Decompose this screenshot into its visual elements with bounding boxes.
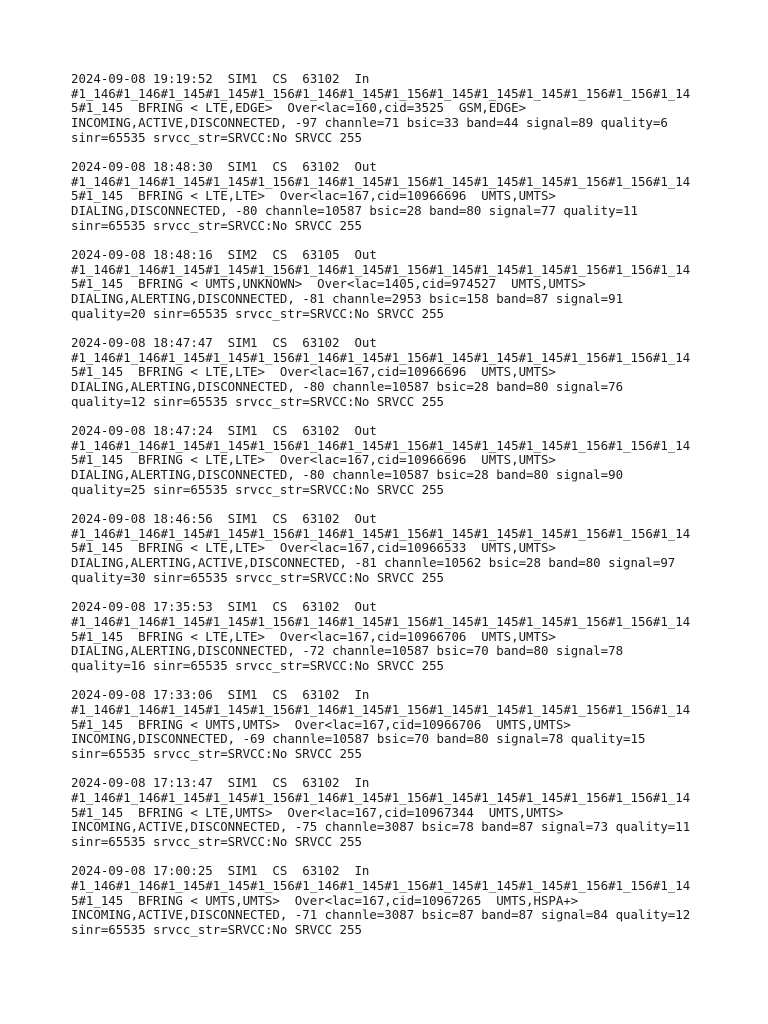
entry-network-line: 5#1_145 BFRING < LTE,LTE> Over<lac=167,cid=10966696 UMTS,UMTS>	[71, 364, 556, 380]
entry-srvcc-line: quality=30 sinr=65535 srvcc_str=SRVCC:No SRVCC 255	[71, 569, 444, 585]
entry-header-line: 2024-09-08 17:00:25 SIM1 CS 63102 In	[71, 863, 370, 879]
entry-header-line: 2024-09-08 18:47:47 SIM1 CS 63102 Out	[71, 335, 377, 351]
call-log-entry	[71, 864, 761, 938]
entry-network-line: 5#1_145 BFRING < LTE,LTE> Over<lac=167,cid=10966696 UMTS,UMTS>	[71, 188, 556, 204]
entry-code-line: #1_146#1_146#1_145#1_145#1_156#1_146#1_145#1_156#1_145#1_145#1_145#1_156#1_156#1_14	[71, 525, 691, 541]
entry-header-line: 2024-09-08 18:46:56 SIM1 CS 63102 Out	[71, 511, 377, 527]
entry-code-line: #1_146#1_146#1_145#1_145#1_156#1_146#1_145#1_156#1_145#1_145#1_145#1_156#1_156#1_14	[71, 261, 691, 277]
entry-srvcc-line: sinr=65535 srvcc_str=SRVCC:No SRVCC 255	[71, 217, 362, 233]
call-log-entry	[71, 512, 761, 586]
entry-code-line: #1_146#1_146#1_145#1_145#1_156#1_146#1_145#1_156#1_145#1_145#1_145#1_156#1_156#1_14	[71, 349, 691, 365]
entry-network-line: 5#1_145 BFRING < UMTS,UMTS> Over<lac=167,cid=10966706 UMTS,UMTS>	[71, 716, 571, 732]
call-log-entry	[71, 424, 761, 498]
entry-header-line: 2024-09-08 17:35:53 SIM1 CS 63102 Out	[71, 599, 377, 615]
entry-code-line: #1_146#1_146#1_145#1_145#1_156#1_146#1_145#1_156#1_145#1_145#1_145#1_156#1_156#1_14	[71, 613, 691, 629]
entry-header-line: 2024-09-08 19:19:52 SIM1 CS 63102 In	[71, 71, 370, 86]
entry-header-line: 2024-09-08 17:33:06 SIM1 CS 63102 In	[71, 687, 370, 703]
entry-network-line: 5#1_145 BFRING < LTE,LTE> Over<lac=167,cid=10966696 UMTS,UMTS>	[71, 452, 556, 468]
call-log-entry	[71, 776, 761, 850]
entry-code-line: #1_146#1_146#1_145#1_145#1_156#1_146#1_145#1_156#1_145#1_145#1_145#1_156#1_156#1_14	[71, 877, 691, 893]
entry-network-line: 5#1_145 BFRING < LTE,EDGE> Over<lac=160,cid=3525 GSM,EDGE>	[71, 100, 527, 116]
entry-code-line: #1_146#1_146#1_145#1_145#1_156#1_146#1_145#1_156#1_145#1_145#1_145#1_156#1_156#1_14	[71, 173, 691, 189]
entry-status-line: INCOMING,DISCONNECTED, -69 channle=10587 bsic=70 band=80 signal=78 quality=15	[71, 731, 646, 747]
entry-srvcc-line: quality=12 sinr=65535 srvcc_str=SRVCC:No SRVCC 255	[71, 393, 444, 409]
entry-network-line: 5#1_145 BFRING < UMTS,UMTS> Over<lac=167,cid=10967265 UMTS,HSPA+>	[71, 892, 579, 908]
entry-network-line: 5#1_145 BFRING < LTE,LTE> Over<lac=167,cid=10966533 UMTS,UMTS>	[71, 540, 556, 556]
entry-srvcc-line: sinr=65535 srvcc_str=SRVCC:No SRVCC 255	[71, 745, 362, 761]
entry-code-line: #1_146#1_146#1_145#1_145#1_156#1_146#1_145#1_156#1_145#1_145#1_145#1_156#1_156#1_14	[71, 701, 691, 717]
entry-status-line: INCOMING,ACTIVE,DISCONNECTED, -75 channle=3087 bsic=78 band=87 signal=73 quality=11	[71, 819, 691, 835]
entry-status-line: DIALING,ALERTING,DISCONNECTED, -80 channle=10587 bsic=28 band=80 signal=76	[71, 379, 624, 395]
call-log-entry	[71, 600, 761, 674]
entry-status-line: DIALING,ALERTING,DISCONNECTED, -81 channle=2953 bsic=158 band=87 signal=91	[71, 291, 624, 307]
entry-status-line: INCOMING,ACTIVE,DISCONNECTED, -71 channle=3087 bsic=87 band=87 signal=84 quality=12	[71, 907, 691, 923]
call-log-document	[71, 72, 761, 952]
entry-code-line: #1_146#1_146#1_145#1_145#1_156#1_146#1_145#1_156#1_145#1_145#1_145#1_156#1_156#1_14	[71, 85, 691, 101]
entry-status-line: DIALING,ALERTING,ACTIVE,DISCONNECTED, -81 channle=10562 bsic=28 band=80 signal=97	[71, 555, 676, 571]
entry-srvcc-line: sinr=65535 srvcc_str=SRVCC:No SRVCC 255	[71, 921, 362, 937]
call-log-entry	[71, 72, 761, 146]
entry-code-line: #1_146#1_146#1_145#1_145#1_156#1_146#1_145#1_156#1_145#1_145#1_145#1_156#1_156#1_14	[71, 437, 691, 453]
entry-srvcc-line: sinr=65535 srvcc_str=SRVCC:No SRVCC 255	[71, 833, 362, 849]
entry-network-line: 5#1_145 BFRING < LTE,LTE> Over<lac=167,cid=10966706 UMTS,UMTS>	[71, 628, 556, 644]
entry-status-line: DIALING,DISCONNECTED, -80 channle=10587 bsic=28 band=80 signal=77 quality=11	[71, 203, 638, 219]
entry-status-line: DIALING,ALERTING,DISCONNECTED, -80 channle=10587 bsic=28 band=80 signal=90	[71, 467, 624, 483]
entry-code-line: #1_146#1_146#1_145#1_145#1_156#1_146#1_145#1_156#1_145#1_145#1_145#1_156#1_156#1_14	[71, 789, 691, 805]
entry-header-line: 2024-09-08 18:47:24 SIM1 CS 63102 Out	[71, 423, 377, 439]
call-log-entry	[71, 336, 761, 410]
entry-header-line: 2024-09-08 18:48:16 SIM2 CS 63105 Out	[71, 247, 377, 263]
call-log-entry	[71, 248, 761, 322]
entry-network-line: 5#1_145 BFRING < UMTS,UNKNOWN> Over<lac=1405,cid=974527 UMTS,UMTS>	[71, 276, 586, 292]
call-log-entry	[71, 688, 761, 762]
entry-status-line: DIALING,ALERTING,DISCONNECTED, -72 channle=10587 bsic=70 band=80 signal=78	[71, 643, 624, 659]
call-log-entry	[71, 160, 761, 234]
entry-header-line: 2024-09-08 17:13:47 SIM1 CS 63102 In	[71, 775, 370, 791]
entry-srvcc-line: sinr=65535 srvcc_str=SRVCC:No SRVCC 255	[71, 129, 362, 145]
entry-network-line: 5#1_145 BFRING < LTE,UMTS> Over<lac=167,cid=10967344 UMTS,UMTS>	[71, 804, 564, 820]
entry-header-line: 2024-09-08 18:48:30 SIM1 CS 63102 Out	[71, 159, 377, 175]
entry-status-line: INCOMING,ACTIVE,DISCONNECTED, -97 channle=71 bsic=33 band=44 signal=89 quality=6	[71, 115, 668, 131]
entry-srvcc-line: quality=20 sinr=65535 srvcc_str=SRVCC:No SRVCC 255	[71, 305, 444, 321]
entry-srvcc-line: quality=25 sinr=65535 srvcc_str=SRVCC:No SRVCC 255	[71, 481, 444, 497]
entry-srvcc-line: quality=16 sinr=65535 srvcc_str=SRVCC:No SRVCC 255	[71, 657, 444, 673]
